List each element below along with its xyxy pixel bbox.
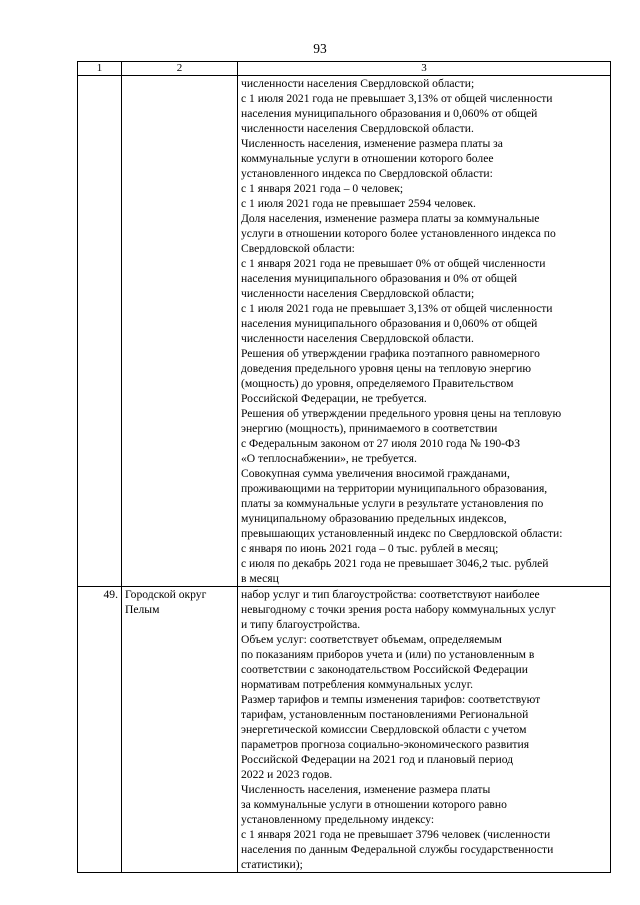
description-line: нормативам потребления коммунальных услуг. (241, 678, 474, 691)
row-number-cell (78, 76, 122, 587)
description-line: численности населения Свердловской области; (241, 287, 475, 300)
table-row (78, 76, 611, 587)
description-line: соответствии с законодательством Российской Федерации (241, 663, 528, 676)
description-line: энергетической комиссии Свердловской области с учетом (241, 723, 527, 736)
table-header-row (78, 62, 611, 76)
description-line: численности населения Свердловской области. (241, 332, 474, 345)
description-line: набор услуг и тип благоустройства: соответствуют наиболее (241, 588, 540, 601)
description-line: муниципальному образованию предельных индексов, (241, 512, 507, 525)
description-line: параметров прогноза социально-экономического развития (241, 738, 530, 751)
table-row (78, 587, 611, 873)
description-line: численности населения Свердловской области. (241, 122, 474, 135)
description-line: доведения предельного уровня цены на тепловую энергию (241, 362, 532, 375)
description-line: Российской Федерации, не требуется. (241, 392, 427, 405)
description-line: проживающими на территории муниципального образования, (241, 482, 548, 495)
municipality-cell (122, 587, 238, 873)
column-header-1: 1 (78, 62, 122, 76)
description-line: Объем услуг: соответствует объемам, определяемым (241, 633, 502, 646)
column-header-3: 3 (238, 62, 611, 76)
description-line: с 1 января 2021 года не превышает 3796 человек (численности (241, 828, 551, 841)
description-line: с 1 января 2021 года не превышает 0% от общей численности (241, 257, 546, 270)
description-line: «О теплоснабжении», не требуется. (241, 452, 417, 465)
description-line: с января по июнь 2021 года – 0 тыс. рублей в месяц; (241, 542, 499, 555)
page-number: 93 (313, 41, 327, 56)
description-line: (мощность) до уровня, определяемого Правительством (241, 377, 514, 390)
description-line: населения по данным Федеральной службы государственности (241, 843, 554, 856)
description-line: превышающих установленный индекс по Свердловской области: (241, 527, 563, 540)
municipality-name-line: Городской округ (125, 588, 207, 601)
description-line: Совокупная сумма увеличения вносимой гражданами, (241, 467, 510, 480)
description-cell (238, 587, 611, 873)
description-line: с 1 января 2021 года – 0 человек; (241, 182, 404, 195)
description-line: с июля по декабрь 2021 года не превышает 3046,2 тыс. рублей (241, 557, 549, 570)
description-line: численности населения Свердловской области; (241, 77, 475, 90)
regulation-table (77, 61, 611, 873)
description-line: энергию (мощность), принимаемого в соответствии (241, 422, 498, 435)
description-line: тарифам, установленным постановлениями Региональной (241, 708, 529, 721)
description-line: с 1 июля 2021 года не превышает 3,13% от общей численности (241, 302, 553, 315)
description-line: населения муниципального образования и 0,060% от общей (241, 107, 538, 120)
description-line: Российской Федерации на 2021 год и плановый период (241, 753, 514, 766)
description-line: населения муниципального образования и 0,060% от общей (241, 317, 538, 330)
description-line: за коммунальные услуги в отношении которого равно (241, 798, 507, 811)
description-line: Решения об утверждении предельного уровня цены на тепловую (241, 407, 562, 420)
description-line: Решения об утверждении графика поэтапного равномерного (241, 347, 540, 360)
description-line: невыгодному с точки зрения роста набору коммунальных услуг (241, 603, 556, 616)
description-line: установленного индекса по Свердловской области: (241, 167, 493, 180)
column-header-2: 2 (122, 62, 238, 76)
description-line: статистики); (241, 858, 303, 871)
description-line: с Федеральным законом от 27 июля 2010 года № 190-ФЗ (241, 437, 521, 450)
row-number: 49. (103, 588, 118, 601)
description-line: платы за коммунальные услуги в результате установления по (241, 497, 544, 510)
municipality-name-line: Пелым (125, 603, 160, 616)
municipality-cell (122, 76, 238, 587)
description-line: Численность населения, изменение размера платы за (241, 137, 503, 150)
description-line: в месяц (241, 572, 279, 585)
description-line: коммунальные услуги в отношении которого более (241, 152, 494, 165)
description-line: и типу благоустройства. (241, 618, 361, 631)
description-line: Доля населения, изменение размера платы за коммунальные (241, 212, 540, 225)
description-line: Численность населения, изменение размера платы (241, 783, 491, 796)
description-line: Свердловской области: (241, 242, 355, 255)
description-line: с 1 июля 2021 года не превышает 3,13% от общей численности (241, 92, 553, 105)
row-number-cell (78, 587, 122, 873)
description-line: Размер тарифов и темпы изменения тарифов: соответствуют (241, 693, 541, 706)
description-cell (238, 76, 611, 587)
description-line: с 1 июля 2021 года не превышает 2594 человек. (241, 197, 476, 210)
description-line: услуги в отношении которого более установленного индекса по (241, 227, 556, 240)
description-line: населения муниципального образования и 0% от общей (241, 272, 518, 285)
description-line: по показаниям приборов учета и (или) по установленным в (241, 648, 535, 661)
description-line: установленному предельному индексу: (241, 813, 435, 826)
description-line: 2022 и 2023 годов. (241, 768, 333, 781)
